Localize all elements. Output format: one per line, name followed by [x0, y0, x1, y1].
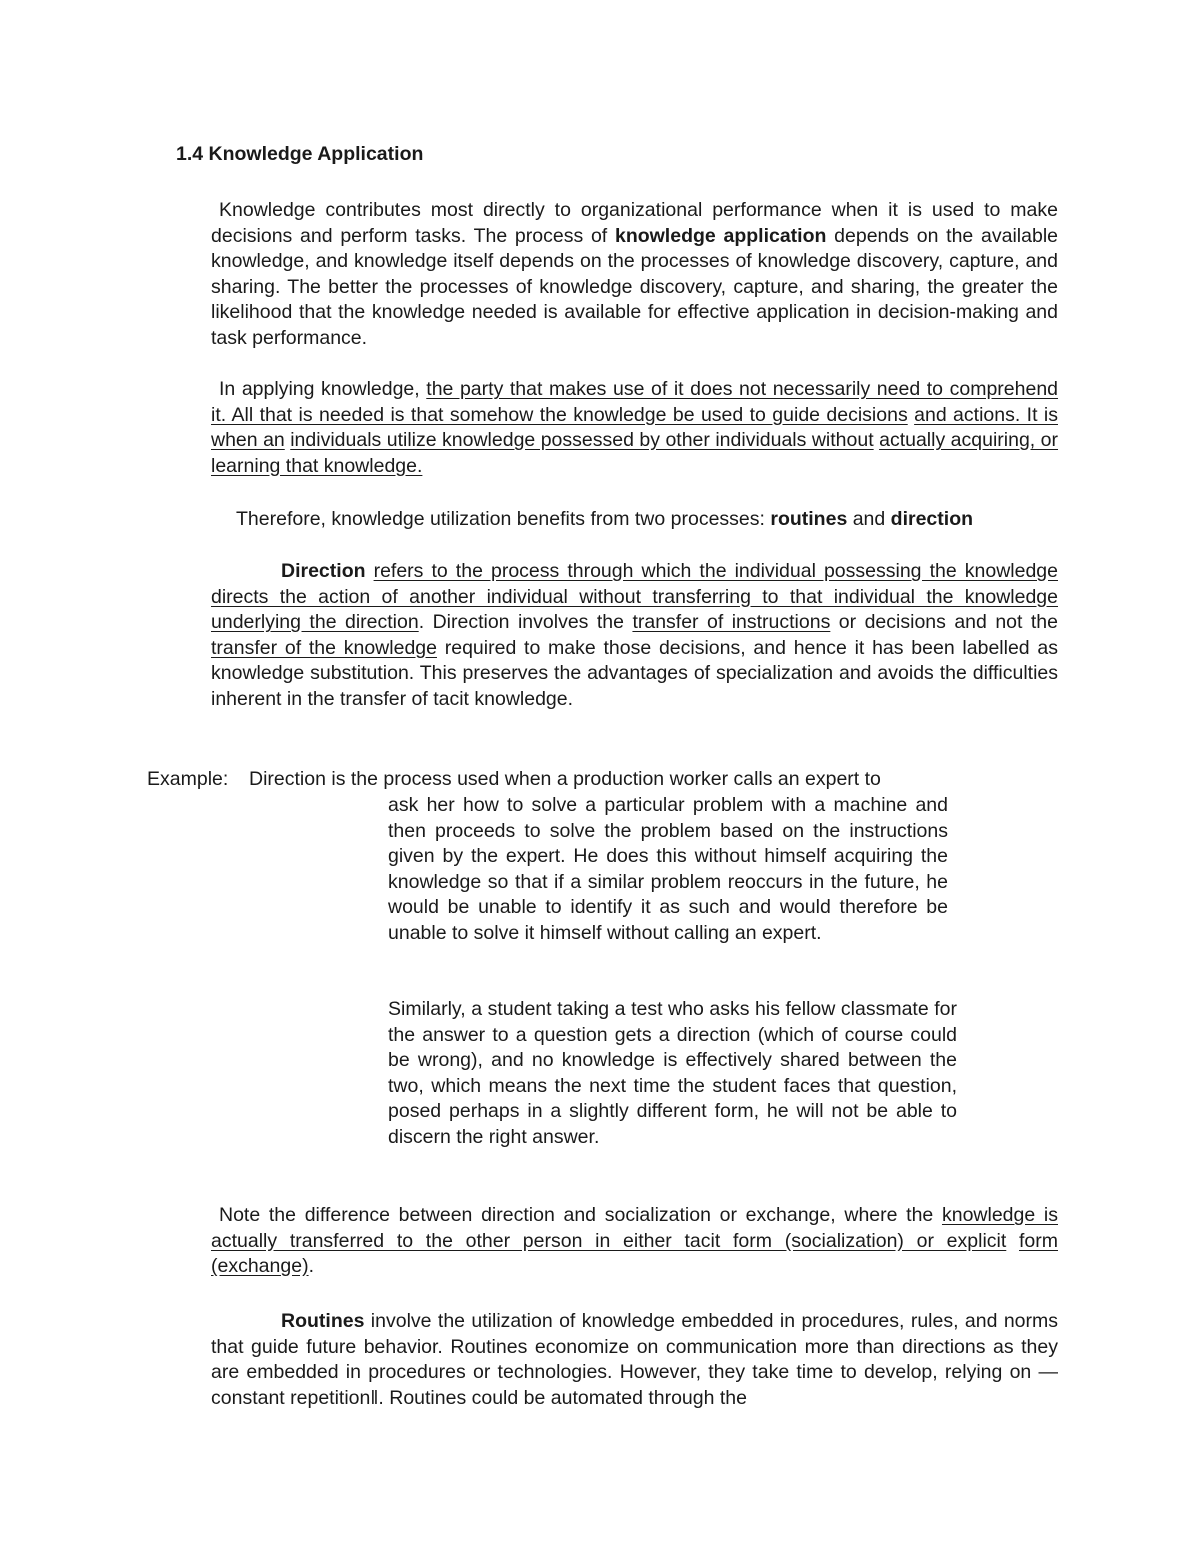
- paragraph-routines: [211, 1309, 1058, 1411]
- example-label: Example:: [147, 768, 229, 790]
- underlined-text: knowledge is actually transferred to the other person in either tacit form (socialization) or explicit: [211, 1204, 1058, 1252]
- paragraph-direction: [211, 559, 1058, 712]
- paragraph-applying-knowledge: [211, 377, 1058, 479]
- underlined-text: and actions. It is when an: [211, 403, 1058, 451]
- example-student: Similarly, a student taking a test who asks his fellow classmate for the answer to a question gets a direction (which of course could be wrong), and no knowledge is effectively shared between the two, which means the next time the student faces that question, posed perhaps in a slightly different form, he will not be able to discern the right answer.: [388, 998, 957, 1148]
- paragraph-knowledge-contributes: [211, 198, 1058, 351]
- text-span: or decisions and not the: [830, 611, 1058, 633]
- text-span: required to make those decisions, and hence it has been labelled as knowledge substitution. This preserves the advantages of specialization and avoids the difficulties inherent in the transfer of tacit knowledge.: [211, 636, 1058, 710]
- example-first-line: Direction is the process used when a production worker calls an expert to: [249, 768, 881, 790]
- underlined-text: transfer of the knowledge: [211, 636, 437, 659]
- text-span: Therefore, knowledge utilization benefits from two processes:: [236, 508, 771, 530]
- bold-term-knowledge-application: knowledge application: [614, 224, 827, 247]
- paragraph-note-difference: [211, 1203, 1058, 1280]
- text-span: involve the utilization of knowledge embedded in procedures, rules, and norms that guide future behavior. Routines economize on communication more than directions as they are embedded in procedures or technologies. However, they take time to develop, relying on —constant repetition‖. Routines could be automated through the: [211, 1310, 1058, 1409]
- underlined-text: underlying the direction: [211, 611, 419, 633]
- underlined-text: directs the action of another individual without transferring to that individual the knowledge: [211, 585, 1058, 608]
- example-continuation: ask her how to solve a particular problem with a machine and then proceeds to solve the problem based on the instructions given by the expert. He does this without himself acquiring the knowledge so that if a similar problem reoccurs in the future, he would be unable to identify it as such and would therefore be unable to solve it himself without calling an expert.: [388, 794, 948, 944]
- underlined-text: refers to the process through which the individual possessing the knowledge: [373, 560, 1058, 582]
- bold-term-routines: Routines: [281, 1310, 365, 1332]
- underlined-text: the party that makes use of it does not necessarily need to comprehend it. All that is needed is that somehow the knowledge be used to guide decisions: [211, 378, 1059, 426]
- underlined-text: actually acquiring, or learning that knowledge.: [211, 429, 1059, 477]
- text-span: [366, 560, 374, 582]
- text-span: . Direction involves the: [418, 611, 633, 633]
- bold-term-direction: direction: [890, 508, 974, 530]
- underlined-text: transfer of instructions: [632, 611, 831, 633]
- text-span: In applying knowledge,: [219, 378, 427, 400]
- section-heading: 1.4 Knowledge Application: [176, 143, 424, 165]
- text-span: Note the difference between direction and socialization or exchange, where the: [219, 1204, 942, 1226]
- paragraph-two-processes: [236, 507, 1066, 533]
- text-span: [1006, 1230, 1019, 1252]
- underlined-text: form (exchange): [211, 1229, 1058, 1277]
- underlined-text: individuals utilize knowledge possessed by other individuals without: [290, 429, 874, 451]
- bold-term-direction: Direction: [281, 560, 366, 582]
- text-span: and: [847, 508, 891, 530]
- text-span: .: [308, 1255, 314, 1277]
- text-span: depends on the available knowledge, and knowledge itself depends on the processes of knowledge discovery, capture, and sharing. The better the processes of knowledge discovery, capture, and sharing, the greater the likelihood that the knowledge needed is available for effective application in decision-making and task performance.: [211, 224, 1058, 349]
- bold-term-routines: routines: [770, 508, 848, 530]
- text-span: Knowledge contributes most directly to organizational performance when it is used to make decisions and perform tasks. The process of: [211, 199, 1058, 247]
